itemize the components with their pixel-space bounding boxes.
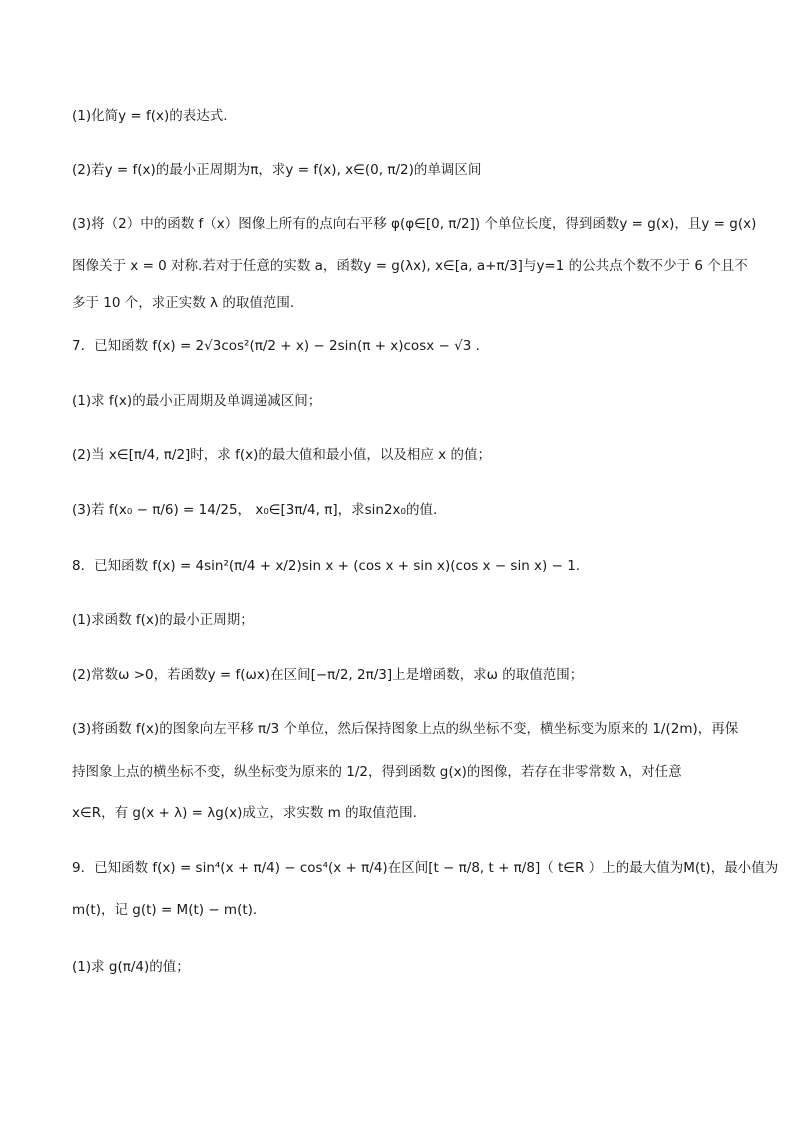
q6-part3-line1: (3)将（2）中的函数 f（x）图像上所有的点向右平移 φ(φ∈[0, π/2]) 个单位长度，得到函数y = g(x)，且y = g(x)	[72, 216, 757, 232]
q8-stem: 8．已知函数 f(x) = 4sin²(π/4 + x/2)sin x + (cos x + sin x)(cos x − sin x) − 1.	[72, 558, 581, 574]
q6-part3-line2: 图像关于 x = 0 对称.若对于任意的实数 a，函数y = g(λx), x∈[a, a+π/3]与y=1 的公共点个数不少于 6 个且不	[72, 258, 748, 274]
q7-part3: (3)若 f(x₀ − π/6) = 14/25， x₀∈[3π/4, π]，求sin2x₀的值.	[72, 502, 438, 518]
q8-part3-line3: x∈R，有 g(x + λ) = λg(x)成立，求实数 m 的取值范围.	[72, 805, 417, 821]
q9-stem-line1: 9．已知函数 f(x) = sin⁴(x + π/4) − cos⁴(x + π/4)在区间[t − π/8, t + π/8]（ t∈R ）上的最大值为M(t)，最小值为	[72, 860, 779, 876]
q7-part1: (1)求 f(x)的最小正周期及单调递减区间；	[72, 393, 322, 409]
q7-stem: 7．已知函数 f(x) = 2√3cos²(π/2 + x) − 2sin(π + x)cosx − √3 .	[72, 338, 480, 354]
q7-part2: (2)当 x∈[π/4, π/2]时，求 f(x)的最大值和最小值，以及相应 x 的值；	[72, 447, 491, 463]
q8-part1: (1)求函数 f(x)的最小正周期；	[72, 612, 254, 628]
q8-part2: (2)常数ω >0，若函数y = f(ωx)在区间[−π/2, 2π/3]上是增函数，求ω 的取值范围；	[72, 667, 584, 683]
q8-part3-line2: 持图象上点的横坐标不变，纵坐标变为原来的 1/2，得到函数 g(x)的图像，若存在非零常数 λ，对任意	[72, 764, 682, 780]
q8-part3-line1: (3)将函数 f(x)的图象向左平移 π/3 个单位，然后保持图象上点的纵坐标不变，横坐标变为原来的 1/(2m)，再保	[72, 721, 739, 737]
q6-part1: (1)化简y = f(x)的表达式.	[72, 108, 228, 124]
q9-stem-line2: m(t)，记 g(t) = M(t) − m(t).	[72, 902, 258, 918]
q6-part2: (2)若y = f(x)的最小正周期为π，求y = f(x), x∈(0, π/2)的单调区间	[72, 162, 482, 178]
q6-part3-line3: 多于 10 个，求正实数 λ 的取值范围.	[72, 295, 295, 311]
q9-part1: (1)求 g(π/4)的值；	[72, 959, 190, 975]
